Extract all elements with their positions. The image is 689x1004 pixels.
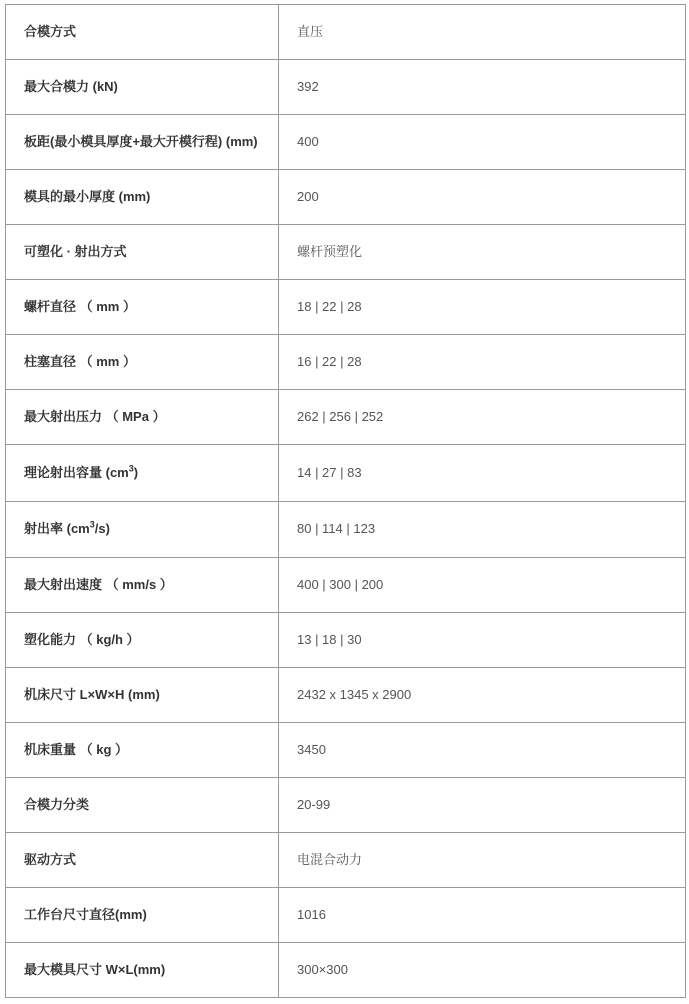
row-label: 合模力分类 xyxy=(6,778,279,833)
row-label: 最大射出压力 （ MPa ） xyxy=(6,390,279,445)
table-row xyxy=(6,558,686,613)
table-row xyxy=(6,335,686,390)
row-label: 最大射出速度 （ mm/s ） xyxy=(6,558,279,613)
row-value: 80 | 114 | 123 xyxy=(279,501,686,558)
row-value: 300×300 xyxy=(279,943,686,998)
row-value: 16 | 22 | 28 xyxy=(279,335,686,390)
row-value: 14 | 27 | 83 xyxy=(279,445,686,502)
row-value: 262 | 256 | 252 xyxy=(279,390,686,445)
row-label xyxy=(6,501,279,558)
row-value: 电混合动力 xyxy=(279,833,686,888)
table-row xyxy=(6,60,686,115)
row-label-text: 理论射出容量 (cm xyxy=(24,464,129,480)
row-value: 400 | 300 | 200 xyxy=(279,558,686,613)
row-value: 13 | 18 | 30 xyxy=(279,613,686,668)
row-label: 机床重量 （ kg ） xyxy=(6,723,279,778)
row-label: 模具的最小厚度 (mm) xyxy=(6,170,279,225)
row-label: 驱动方式 xyxy=(6,833,279,888)
row-value: 20-99 xyxy=(279,778,686,833)
row-label: 塑化能力 （ kg/h ） xyxy=(6,613,279,668)
row-label-text: 射出率 (cm xyxy=(24,521,90,537)
table-row xyxy=(6,280,686,335)
table-row xyxy=(6,225,686,280)
row-label-suffix: ) xyxy=(133,464,139,480)
table-row xyxy=(6,723,686,778)
row-label-suffix: /s) xyxy=(94,521,110,537)
table-row xyxy=(6,501,686,558)
table-row xyxy=(6,170,686,225)
table-row xyxy=(6,833,686,888)
row-value: 18 | 22 | 28 xyxy=(279,280,686,335)
row-label: 合模方式 xyxy=(6,5,279,60)
row-label: 螺杆直径 （ mm ） xyxy=(6,280,279,335)
row-value: 1016 xyxy=(279,888,686,943)
row-label: 柱塞直径 （ mm ） xyxy=(6,335,279,390)
row-value: 直压 xyxy=(279,5,686,60)
table-row xyxy=(6,390,686,445)
table-row xyxy=(6,943,686,998)
row-label: 板距(最小模具厚度+最大开模行程) (mm) xyxy=(6,115,279,170)
row-label: 机床尺寸 L×W×H (mm) xyxy=(6,668,279,723)
row-value: 螺杆预塑化 xyxy=(279,225,686,280)
row-value: 400 xyxy=(279,115,686,170)
row-value: 200 xyxy=(279,170,686,225)
row-value: 392 xyxy=(279,60,686,115)
row-label xyxy=(6,445,279,502)
table-row xyxy=(6,5,686,60)
table-row xyxy=(6,888,686,943)
table-row xyxy=(6,613,686,668)
table-row xyxy=(6,778,686,833)
spec-table xyxy=(5,4,686,998)
superscript: 3 xyxy=(89,519,95,530)
row-value: 3450 xyxy=(279,723,686,778)
table-row xyxy=(6,668,686,723)
table-row xyxy=(6,115,686,170)
superscript: 3 xyxy=(128,463,134,474)
row-label: 最大合模力 (kN) xyxy=(6,60,279,115)
row-label: 可塑化 · 射出方式 xyxy=(6,225,279,280)
table-row xyxy=(6,445,686,502)
row-value: 2432 x 1345 x 2900 xyxy=(279,668,686,723)
row-label: 最大模具尺寸 W×L(mm) xyxy=(6,943,279,998)
row-label: 工作台尺寸直径(mm) xyxy=(6,888,279,943)
